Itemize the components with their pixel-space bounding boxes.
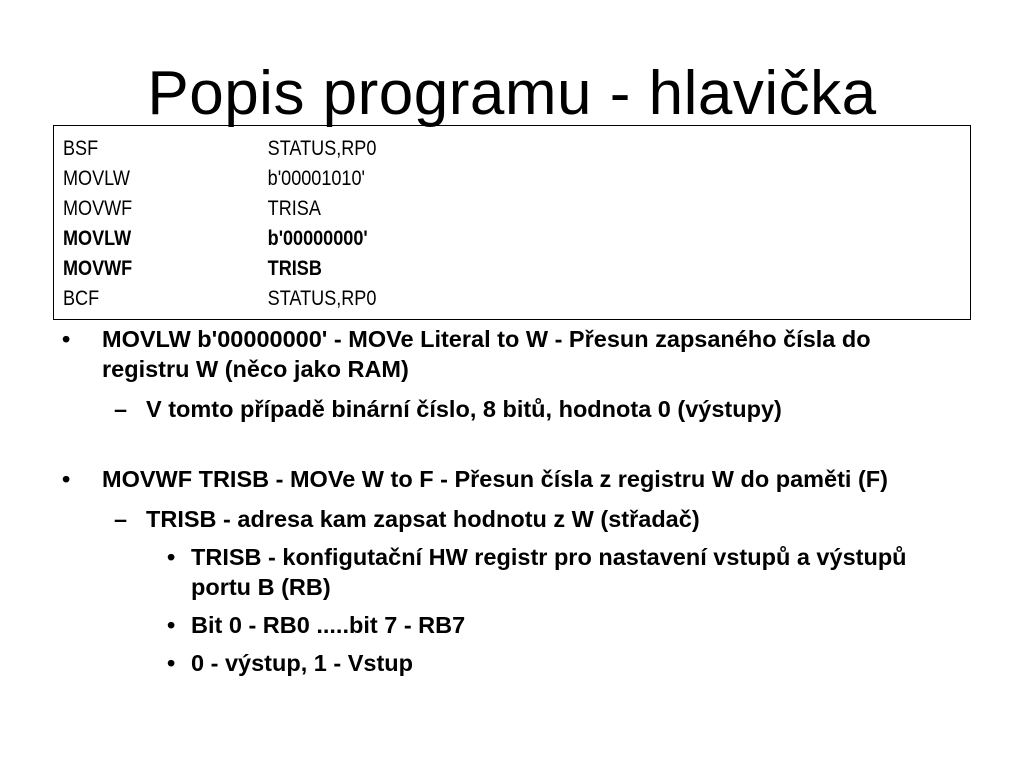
code-row — [63, 134, 376, 164]
bullet-text: MOVWF TRISB - MOVe W to F - Přesun čísla z registru W do paměti (F) — [102, 466, 888, 492]
code-argument: TRISB — [267, 257, 322, 280]
sub-sub-bullet-item — [60, 610, 960, 640]
code-argument: TRISA — [267, 197, 321, 220]
code-argument: STATUS,RP0 — [267, 137, 377, 160]
sub-bullet-item — [60, 394, 960, 424]
sub-bullet-item — [60, 504, 960, 534]
code-instruction: MOVWF — [63, 197, 133, 220]
code-row — [63, 284, 376, 314]
code-instruction: MOVWF — [63, 257, 133, 280]
bullet-list — [60, 324, 960, 678]
sub-sub-bullet-item — [60, 542, 960, 602]
bullet-dot-icon: • — [62, 326, 71, 352]
sub-sub-bullet-item — [60, 648, 960, 678]
bullet-dot-icon: • — [167, 650, 176, 676]
sub-bullet-text: V tomto případě binární číslo, 8 bitů, hodnota 0 (výstupy) — [146, 396, 782, 422]
bullet-dot-icon: • — [167, 544, 176, 570]
code-instruction: BCF — [63, 287, 100, 310]
bullet-text: MOVLW b'00000000' - MOVe Literal to W - Přesun zapsaného čísla do registru W (něco jako RAM) — [102, 326, 871, 382]
code-argument: b'00001010' — [267, 167, 365, 190]
code-listing-box — [53, 125, 971, 320]
slide-title: Popis programu - hlavička — [147, 59, 877, 128]
code-argument: STATUS,RP0 — [267, 287, 377, 310]
bullet-dot-icon: • — [62, 466, 71, 492]
bullet-item — [60, 324, 960, 384]
sub-sub-bullet-text: 0 - výstup, 1 - Vstup — [191, 650, 413, 676]
bullet-dot-icon: • — [167, 612, 176, 638]
code-row — [63, 194, 321, 224]
bullet-item — [60, 464, 960, 494]
dash-icon: – — [114, 396, 128, 422]
sub-sub-bullet-text: Bit 0 - RB0 .....bit 7 - RB7 — [191, 612, 466, 638]
code-argument: b'00000000' — [267, 227, 368, 250]
code-row-highlighted — [63, 254, 322, 284]
dash-icon: – — [114, 506, 128, 532]
code-instruction: BSF — [63, 137, 99, 160]
code-instruction: MOVLW — [63, 167, 130, 190]
sub-bullet-text: TRISB - adresa kam zapsat hodnotu z W (střadač) — [146, 506, 700, 532]
code-instruction: MOVLW — [63, 227, 132, 250]
code-row-highlighted — [63, 224, 368, 254]
sub-sub-bullet-text: TRISB - konfigutační HW registr pro nastavení vstupů a výstupů portu B (RB) — [191, 544, 907, 600]
code-row — [63, 164, 365, 194]
